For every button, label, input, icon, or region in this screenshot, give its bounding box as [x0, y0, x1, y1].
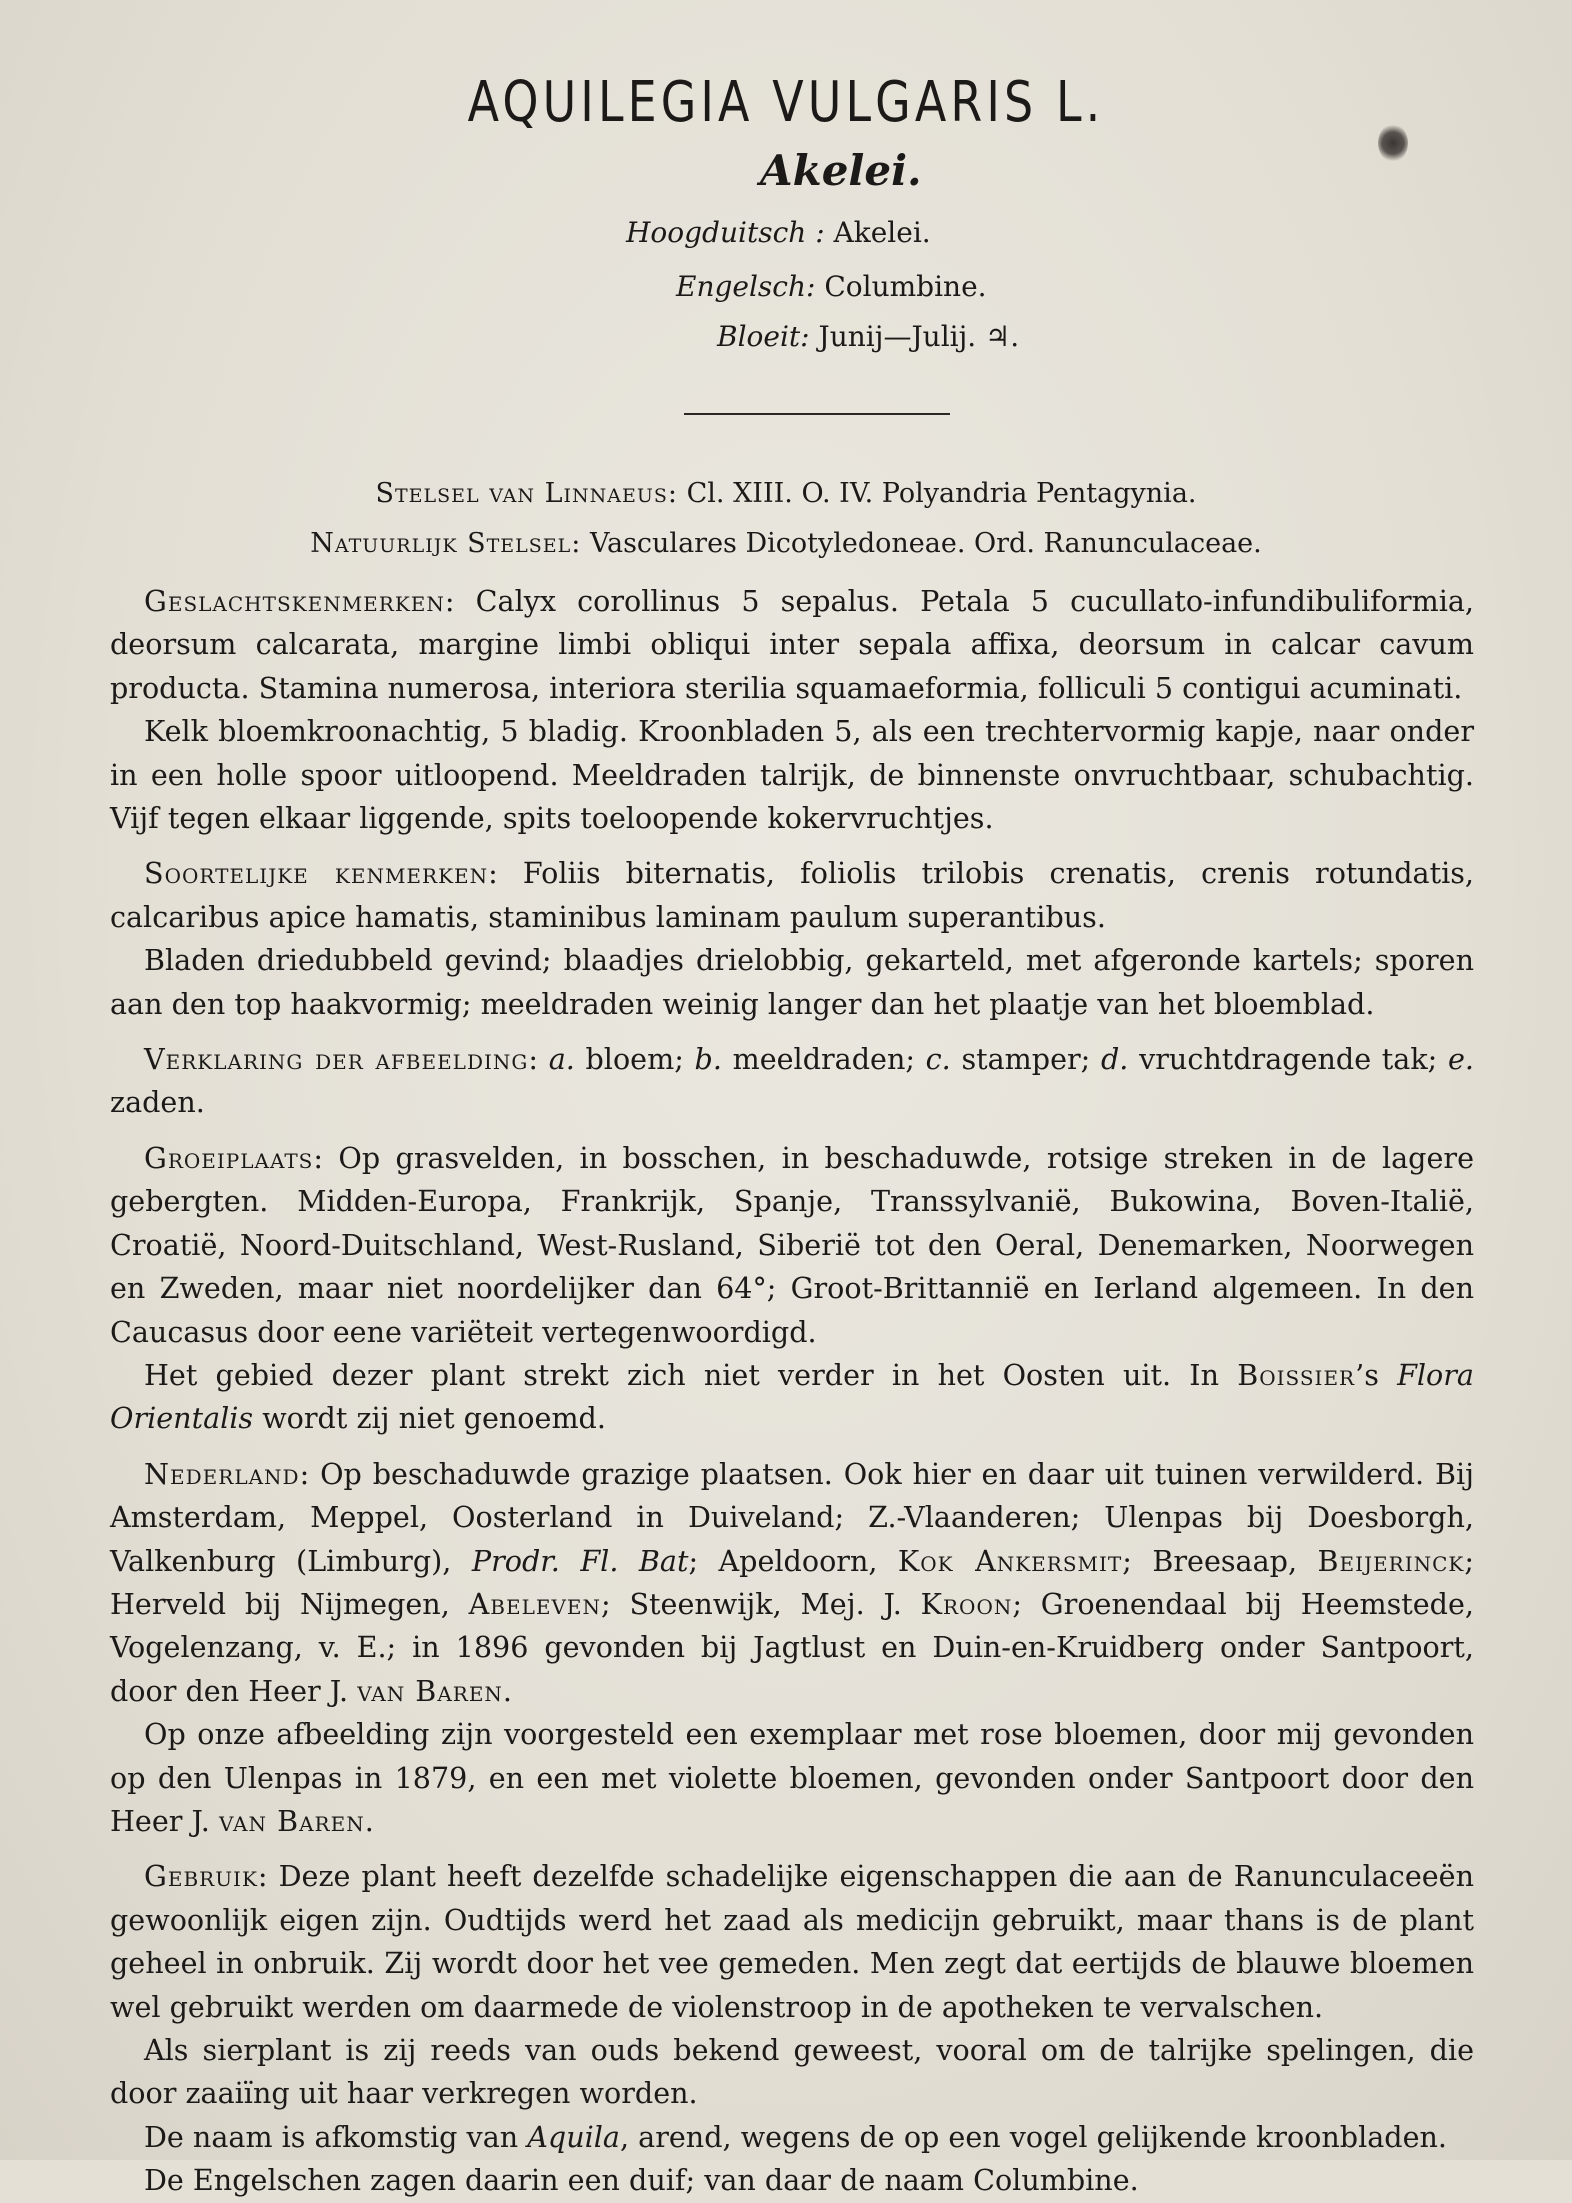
paragraph-text: ; Apeldoorn, — [688, 1543, 898, 1578]
genus-dutch: Kelk bloemkroonachtig, 5 bladig. Kroonbladen 5, als een trechtervormig kapje, naar onder in een holle spoor uitloopend. Meeldraden talrijk, de binnenste onvruchtbaar, schubachtig. Vijf tegen elkaar liggende, spits toeloopende kokervruchtjes. — [110, 714, 1474, 836]
illustration-note — [110, 1713, 1474, 1843]
fig-item: vruchtdragende tak; — [1128, 1042, 1448, 1077]
paragraph-text: : Foliis biternatis, foliolis trilobis crenatis, crenis rotundatis, calcaribus apice hamatis, staminibus laminam paulum superantibus. — [110, 856, 1475, 934]
paragraph-text: : Deze plant heeft dezelfde schadelijke eigenschappen die aan de Ranunculaceeën gewoonlijk eigen zijn. Oudtijds werd het zaad als medicijn gebruikt, maar thans is de plant geheel in onbruik. Zij wordt door het vee gemeden. Men zegt dat eertijds de blauwe bloemen wel gebruikt werden om daarmede de violenstroop in de apotheken te vervalschen. — [110, 1859, 1474, 2024]
paragraph-text: ; Steenwijk, Mej. J. — [601, 1586, 921, 1621]
person-name: Kok Ankersmit — [897, 1543, 1123, 1578]
distribution — [110, 1354, 1474, 1441]
work-title: Prodr. Fl. Bat — [471, 1543, 689, 1578]
ornamental-use: Als sierplant is zij reeds van ouds bekend geweest, vooral om de talrijke spelingen, die door zaaiïng uit haar verkregen worden. — [110, 2033, 1474, 2111]
synonym-value: Columbine. — [824, 270, 987, 303]
paragraph-text: : Op grasvelden, in bosschen, in beschaduwde, rotsige streken in de lagere gebergten. Midden-Europa, Frankrijk, Spanje, Transsylvanië, Bukowina, Boven-Italië, Croatië, Noord-Duitschland, West-Rusland, Siberië tot den Oeral, Denemarken, Noorwegen en Zweden, maar niet noordelijker dan 64°; Groot-Brittannië en Ierland algemeen. In den Caucasus door eene variëteit vertegenwoordigd. — [110, 1140, 1474, 1349]
synonym-value: Akelei. — [833, 216, 931, 249]
person-name: van Baren — [218, 1803, 365, 1838]
paragraph-text: Op onze afbeelding zijn voorgesteld een exemplaar met rose bloemen, door mij gevonden op den Ulenpas in 1879, en een met violette bloemen, gevonden onder Santpoort door den Heer J. — [110, 1717, 1474, 1838]
person-name: Kroon — [920, 1586, 1013, 1621]
fig-letter: a. — [548, 1042, 575, 1077]
synonym-label: Bloeit: — [717, 320, 810, 353]
paragraph-text: ; Breesaap, — [1122, 1543, 1318, 1578]
fig-letter: d. — [1101, 1042, 1129, 1077]
fig-letter: e. — [1447, 1042, 1474, 1077]
section-label: Nederland — [144, 1456, 300, 1491]
species-dutch: Bladen driedubbeld gevind; blaadjes drielobbig, gekarteld, met afgeronde kartels; sporen aan den top haakvormig; meeldraden weinig langer dan het plaatje van het bloemblad. — [110, 943, 1474, 1021]
usage — [110, 1855, 1474, 2029]
divider-rule — [684, 413, 950, 415]
person-name: van Baren — [357, 1673, 503, 1708]
paragraph-text: ’s — [1355, 1357, 1398, 1392]
flowering-period — [717, 320, 1019, 353]
paragraph-text: Het gebied dezer plant strekt zich niet verder in het Oosten uit. In — [144, 1357, 1238, 1392]
page-title: AQUILEGIA VULGARIS L. — [467, 70, 1105, 135]
section-label: Verklaring der afbeelding — [144, 1042, 529, 1077]
paragraph-text: De naam is afkomstig van — [144, 2119, 528, 2154]
linnaeus-label: Stelsel van Linnaeus: — [375, 478, 679, 509]
paragraph-text: : Op beschaduwde grazige plaatsen. Ook hier en daar uit tuinen verwilderd. Bij Amsterdam, Meppel, Oosterland in Duiveland; Z.-Vlaanderen; Ulenpas bij Doesborgh, Valkenburg (Limburg), — [110, 1456, 1474, 1578]
synonym-label: Engelsch: — [676, 270, 816, 303]
person-name: Beijerinck — [1317, 1543, 1465, 1578]
person-name: Abeleven — [468, 1586, 601, 1621]
natural-label: Natuurlijk Stelsel: — [310, 528, 582, 559]
paragraph-text: ; Groenendaal bij Heemstede, Vogelenzang, v. E.; in 1896 gevonden bij Jagtlust en Duin-en-Kruidberg onder Santpoort, door den Heer J. — [110, 1586, 1475, 1708]
synonym-english — [676, 270, 987, 303]
fig-item: stamper; — [950, 1042, 1101, 1077]
paragraph-text: . — [502, 1673, 513, 1708]
english-name-origin: De Engelschen zagen daarin een duif; van daar de naam Columbine. — [144, 2163, 1139, 2198]
natural-system — [0, 528, 1572, 559]
genus-characters — [110, 580, 1474, 710]
synonym-label: Hoogduitsch : — [626, 216, 825, 249]
fig-letter: b. — [694, 1042, 722, 1077]
paragraph-text: wordt zij niet genoemd. — [253, 1401, 606, 1436]
description-text — [110, 580, 1474, 2203]
section-label: Groeiplaats — [144, 1140, 314, 1175]
paragraph-text: . — [364, 1803, 374, 1838]
name-origin — [110, 2116, 1474, 2159]
latin-word: Aquila — [527, 2119, 620, 2154]
linnaean-system — [0, 478, 1572, 509]
netherlands-locations — [110, 1453, 1474, 1713]
paragraph-text: ; Herveld bij Nijmegen, — [110, 1543, 1474, 1621]
synonym-german — [626, 216, 931, 249]
natural-value: Vasculares Dicotyledoneae. Ord. Ranunculaceae. — [589, 528, 1262, 559]
figure-explanation: Verklaring der afbeelding: a. bloem; b. meeldraden; c. stamper; d. vruchtdragende tak; e. zaden. — [110, 1042, 1474, 1120]
work-title: Flora Orientalis — [110, 1357, 1474, 1436]
section-label: Soortelijke kenmerken — [144, 856, 489, 891]
habitat — [110, 1137, 1474, 1354]
paragraph-text: , arend, wegens de op een vogel gelijkende kroonbladen. — [619, 2119, 1448, 2154]
linnaeus-value: Cl. XIII. O. IV. Polyandria Pentagynia. — [686, 478, 1197, 509]
fig-item: bloem; — [574, 1042, 695, 1077]
author-name: Boissier — [1237, 1357, 1356, 1392]
vernacular-name: Akelei. — [760, 146, 922, 195]
synonym-value: Junij—Julij. ♃. — [818, 320, 1020, 353]
section-label: Geslachtskenmerken — [144, 584, 445, 618]
section-label: Gebruik — [144, 1859, 258, 1894]
paragraph-text: : Calyx corollinus 5 sepalus. Petala 5 cucullato-infundibuliformia, deorsum calcarata, margine limbi obliqui inter sepala affixa, deorsum in calcar cavum producta. Stamina numerosa, interiora sterilia squamaeformia, folliculi 5 contigui acuminati. — [110, 584, 1474, 705]
fig-item: zaden. — [110, 1085, 205, 1120]
fig-item: meeldraden; — [721, 1042, 926, 1077]
species-characters — [110, 852, 1474, 939]
fig-letter: c. — [925, 1042, 951, 1077]
